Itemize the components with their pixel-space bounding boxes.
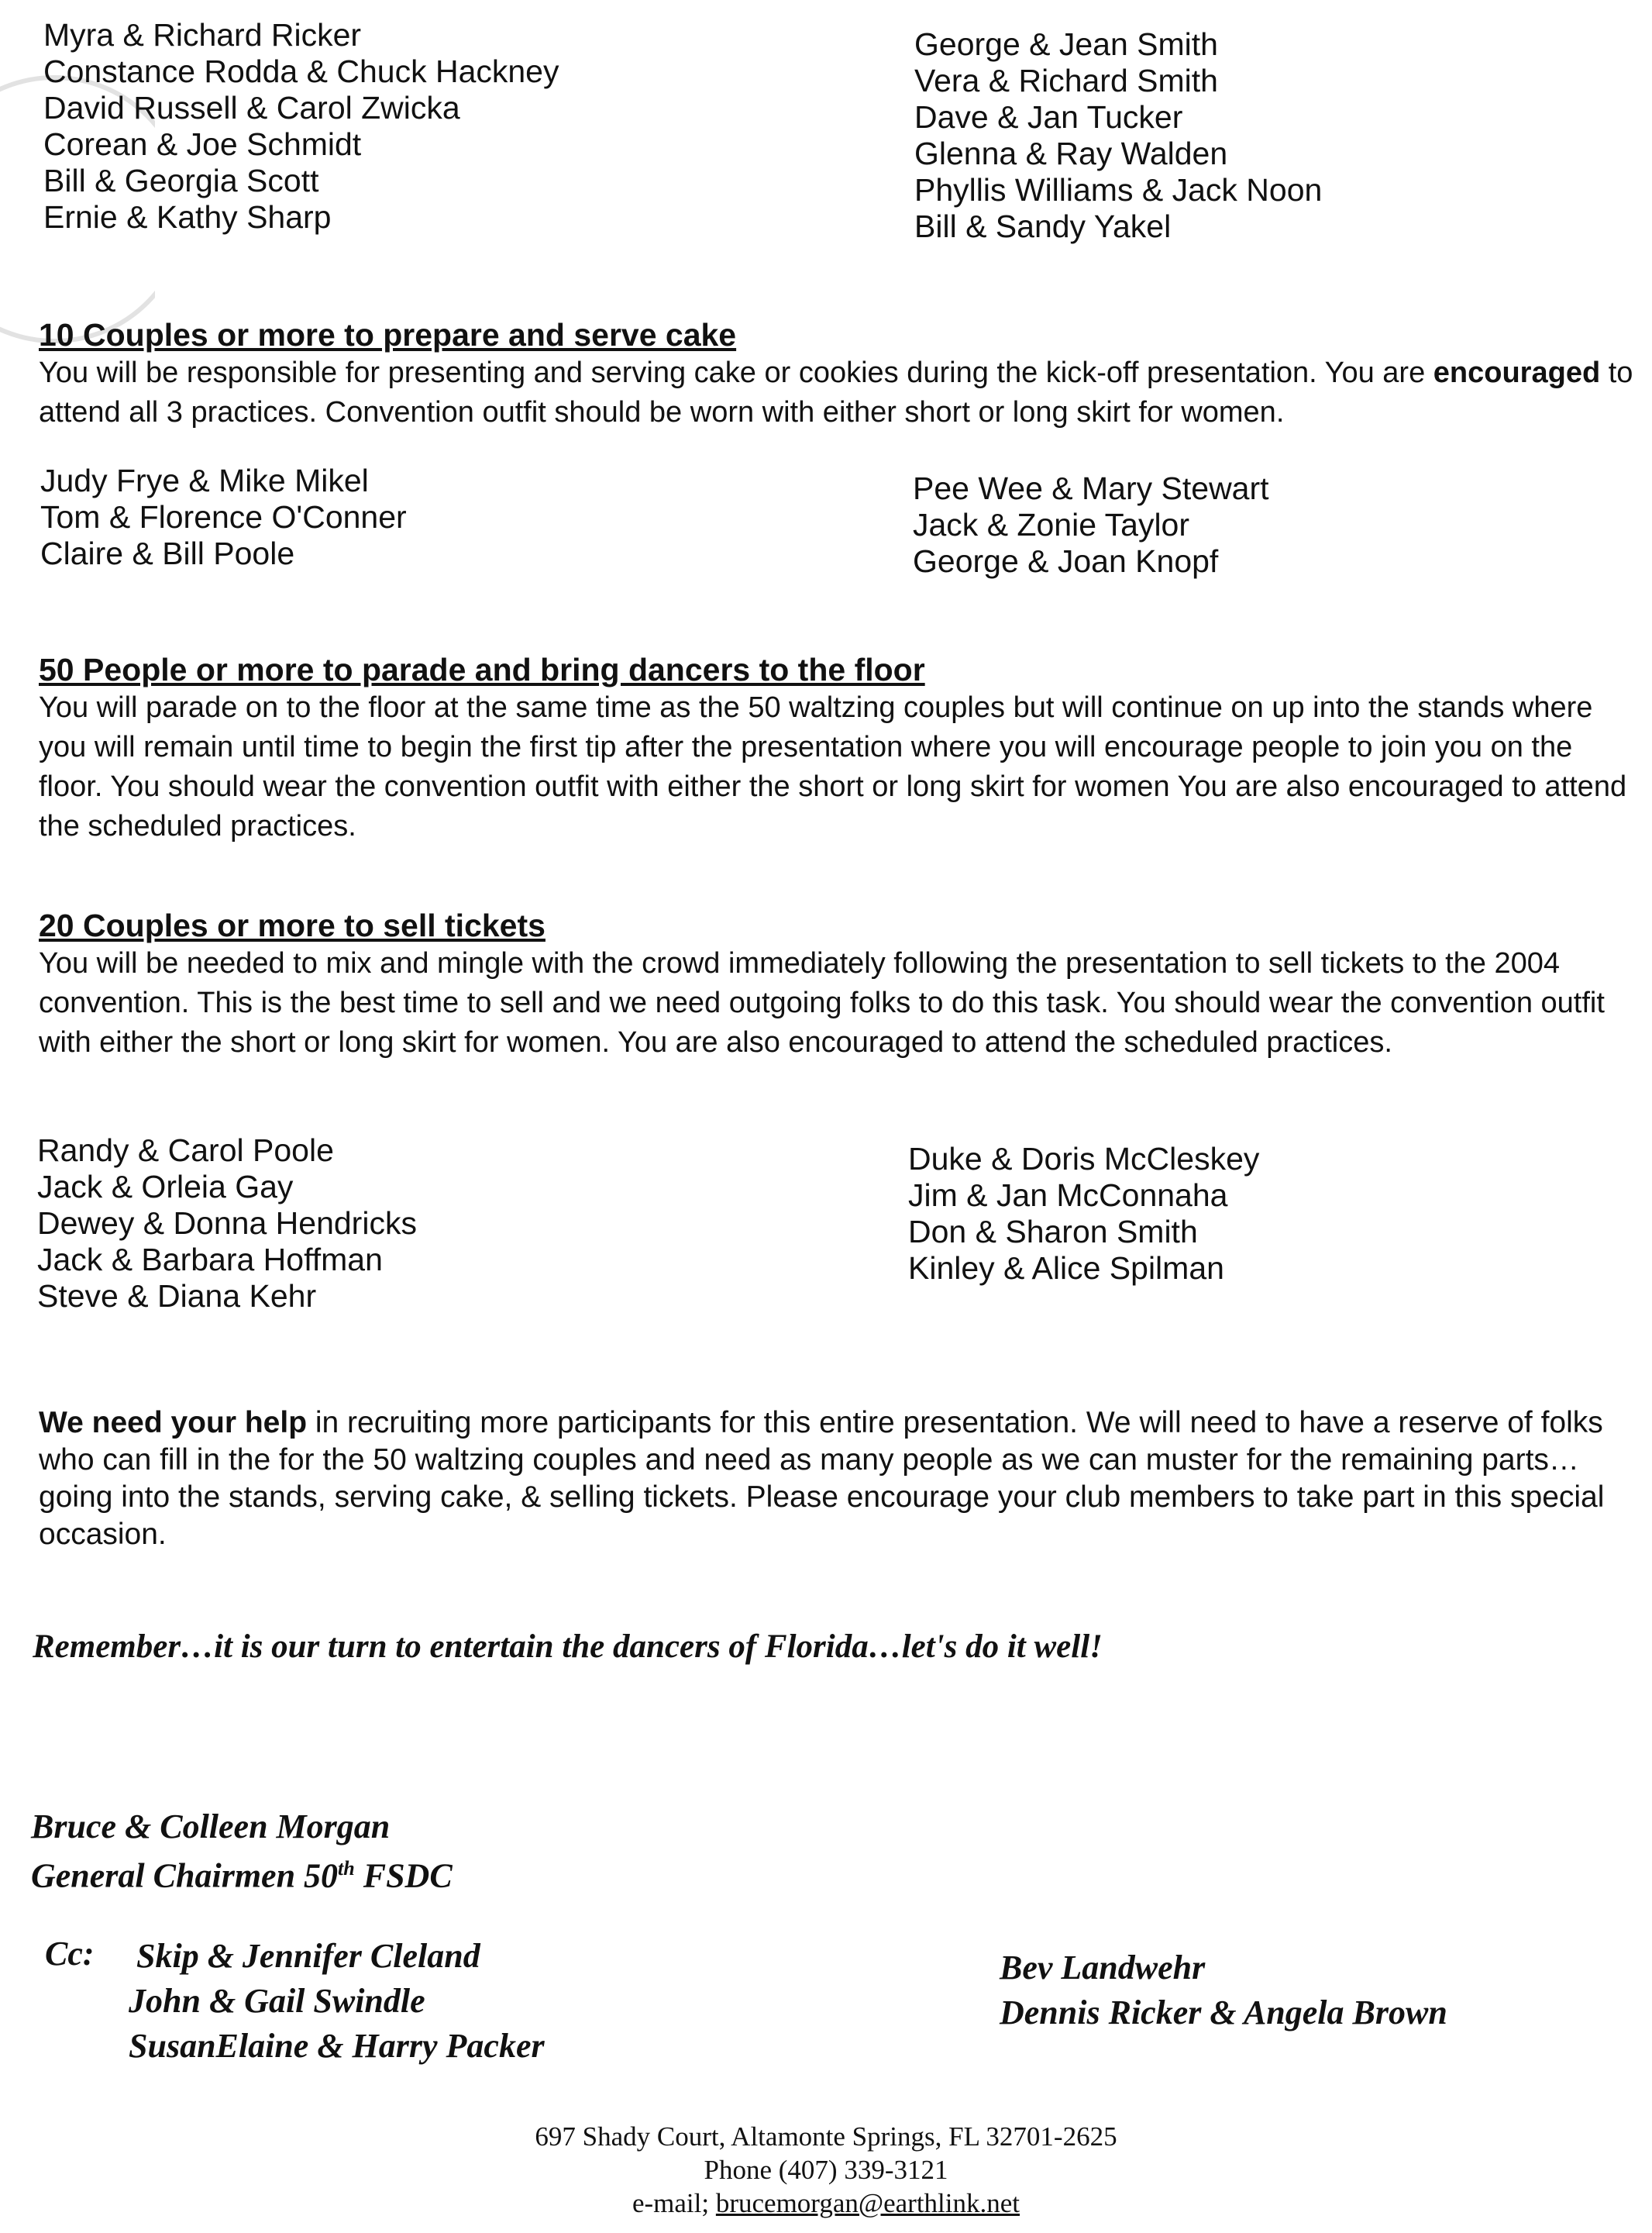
tickets-paragraph: You will be needed to mix and mingle with the crowd immediately following the presentation to sell tickets to the 2004 convention. This is the best time to sell and we need outgoing folks to do this task. You should wear the convention outfit with either the short or long skirt for women. You are also encouraged to attend the scheduled practices. [39,947,1605,1059]
footer-phone: Phone (407) 339-3121 [704,2155,948,2185]
list-item: David Russell & Carol Zwicka [43,90,460,126]
cc-list-right [1000,1945,1447,2035]
list-item: Jack & Barbara Hoffman [37,1242,383,1277]
list-item: Myra & Richard Ricker [43,17,362,53]
list-item: Tom & Florence O'Conner [40,499,407,535]
tickets-heading: 20 Couples or more to sell tickets [39,908,546,943]
list-item: Duke & Doris McCleskey [908,1141,1260,1177]
list-item: Glenna & Ray Walden [914,136,1228,171]
tickets-list-right [908,1141,1259,1287]
list-item: Jim & Jan McConnaha [908,1177,1228,1213]
list-item: Bill & Sandy Yakel [914,208,1172,244]
email-link[interactable]: brucemorgan@earthlink.net [715,2188,1020,2218]
parade-paragraph: You will parade on to the floor at the same time as the 50 waltzing couples but will continue on up into the stands where you will remain until time to begin the first tip after the presentation where you will encourage people to join you on the floor. You should wear the convention outfit with either the short or long skirt for women You are also encouraged to attend the scheduled practices. [39,691,1627,843]
help-paragraph: We need your help in recruiting more participants for this entire presentation. We will need to have a reserve of folks who can fill in the for the 50 waltzing couples and need as many people as we can muster for the remaining parts…going into the stands, serving cake, & selling tickets. Please encourage your club members to take part in this special occasion. [39,1406,1605,1551]
help-section [39,1404,1635,1553]
list-item: Dennis Ricker & Angela Brown [1000,1994,1447,2031]
list-item: Steve & Diana Kehr [37,1278,317,1314]
list-item: Dave & Jan Tucker [914,99,1183,135]
cc-list-left [129,1934,545,2069]
list-item: Vera & Richard Smith [914,63,1218,98]
list-item: Dewey & Donna Hendricks [37,1205,417,1241]
list-item: John & Gail Swindle [129,1982,425,2020]
cake-heading: 10 Couples or more to prepare and serve cake [39,317,737,353]
parade-heading: 50 People or more to parade and bring dancers to the floor [39,652,925,687]
list-item: Bill & Georgia Scott [43,163,319,198]
cake-list-left [40,463,407,572]
footer-email-line: e-mail; brucemorgan@earthlink.net [632,2188,1020,2218]
tickets-section [39,907,1635,1063]
list-item: SusanElaine & Harry Packer [129,2027,545,2065]
list-item: Jack & Zonie Taylor [913,507,1190,543]
list-item: Phyllis Williams & Jack Noon [914,172,1323,208]
list-item: Kinley & Alice Spilman [908,1250,1224,1286]
list-item: Claire & Bill Poole [40,536,295,571]
emphasis: We need your help [39,1406,308,1439]
top-list-right [914,26,1322,245]
cake-section [39,316,1635,432]
signature-block [31,1806,453,1897]
footer-address: 697 Shady Court, Altamonte Springs, FL 32701-2625 [535,2121,1117,2152]
letter-footer [0,2120,1652,2220]
list-item: Ernie & Kathy Sharp [43,199,332,235]
list-item: Bev Landwehr [1000,1949,1206,1987]
signature-title: General Chairmen 50th FSDC [31,1856,453,1895]
list-item: Corean & Joe Schmidt [43,126,362,162]
list-item: Judy Frye & Mike Mikel [40,463,369,498]
list-item: George & Jean Smith [914,26,1218,62]
list-item: Constance Rodda & Chuck Hackney [43,53,559,89]
parade-section [39,651,1635,846]
emphasis: encouraged [1433,357,1601,389]
list-item: George & Joan Knopf [913,543,1219,579]
list-item: Pee Wee & Mary Stewart [913,470,1269,506]
signature-names: Bruce & Colleen Morgan [31,1807,391,1845]
cake-list-right [913,470,1269,580]
cc-label: Cc: [45,1935,95,1973]
cake-paragraph: You will be responsible for presenting and serving cake or cookies during the kick-off presentation. You are encouraged to attend all 3 practices. Convention outfit should be worn with either short or long skirt for women. [39,357,1633,429]
list-item: Randy & Carol Poole [37,1132,334,1168]
list-item: Skip & Jennifer Cleland [136,1937,480,1975]
closing-remark: Remember…it is our turn to entertain the dancers of Florida…let's do it well! [33,1628,1103,1665]
list-item: Jack & Orleia Gay [37,1169,294,1204]
top-list-left [43,17,559,236]
tickets-list-left [37,1132,417,1315]
list-item: Don & Sharon Smith [908,1214,1198,1249]
